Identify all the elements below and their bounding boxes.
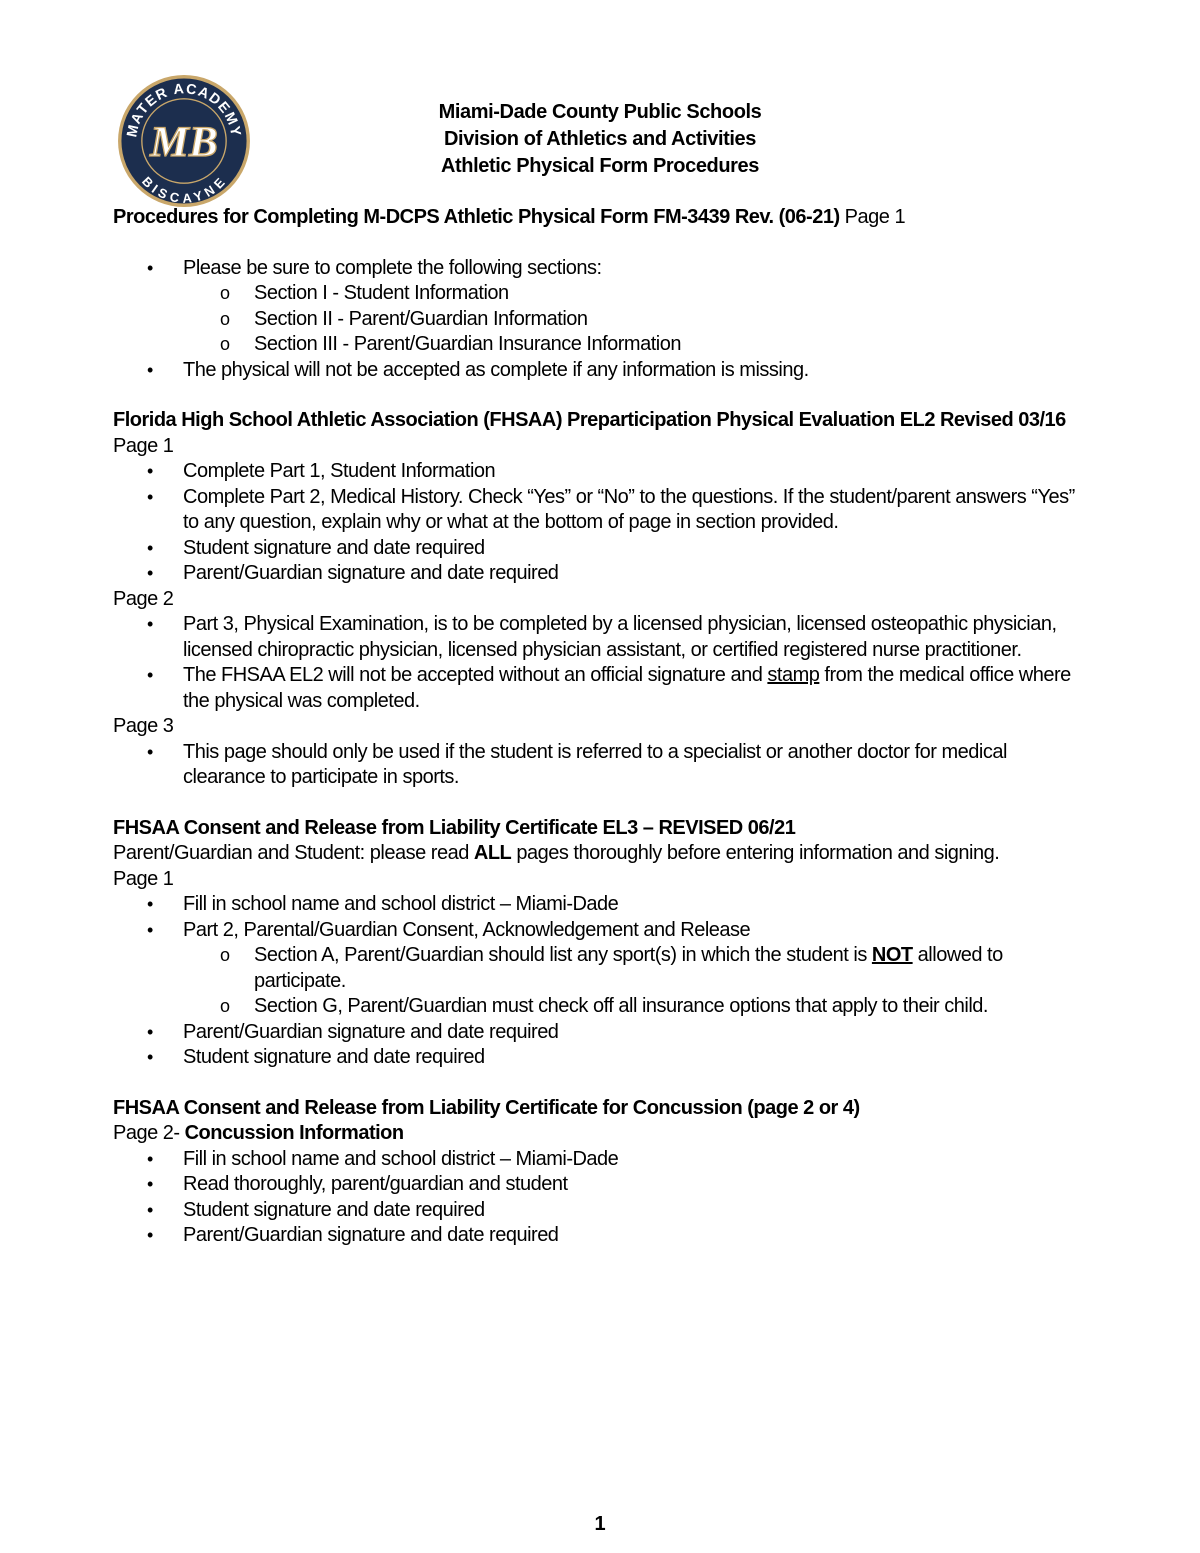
list-item: • The FHSAA EL2 will not be accepted without an official signature and stamp from the medical office where the physical was completed. xyxy=(113,663,1093,714)
concussion-list xyxy=(113,1147,1093,1249)
list-item: • Parent/Guardian signature and date required xyxy=(113,1223,1093,1249)
list-item: • Part 2, Parental/Guardian Consent, Acknowledgement and Release o Section A, Parent/Guardian should list any sport(s) in which the student is NOT allowed to participate. o Section G, Parent/Guardian must check off all insurance options that apply to their child. xyxy=(113,918,1093,1020)
page-label: Page 1 xyxy=(113,434,174,457)
list-item: • Fill in school name and school district – Miami-Dade xyxy=(113,1147,1093,1173)
header-line-procedures: Athletic Physical Form Procedures xyxy=(440,155,760,177)
list-item: • Please be sure to complete the following sections: o Section I - Student Information o Section II - Parent/Guardian Information o Section III - Parent/Guardian Insurance Information xyxy=(113,256,1093,358)
section-concussion-title: FHSAA Consent and Release from Liability Certificate for Concussion (page 2 or 4) xyxy=(113,1096,860,1119)
header-line-district: Miami-Dade County Public Schools xyxy=(438,101,762,123)
header-line-division: Division of Athletics and Activities xyxy=(444,128,756,150)
stamp-underlined: stamp xyxy=(767,664,820,686)
logo-top-text: MATER ACADEMY xyxy=(124,81,244,139)
sections-sublist xyxy=(183,281,1093,358)
list-item: • Student signature and date required xyxy=(113,1045,1093,1071)
list-item: • Student signature and date required xyxy=(113,1198,1093,1224)
section-el2-title: Florida High School Athletic Association (FHSAA) Preparticipation Physical Evaluation EL2 Revised 03/16 xyxy=(113,409,1066,431)
mdcps-form-list xyxy=(113,256,1093,384)
logo-bottom-text: BISCAYNE xyxy=(139,173,229,206)
list-item: • Complete Part 1, Student Information xyxy=(113,459,1093,485)
list-item: • Student signature and date required xyxy=(113,536,1093,562)
list-item: • This page should only be used if the student is referred to a specialist or another doctor for medical clearance to participate in sports. xyxy=(113,740,1093,791)
list-item: o Section A, Parent/Guardian should list any sport(s) in which the student is NOT allowed to participate. xyxy=(113,943,1093,994)
page-number: 1 xyxy=(594,1513,606,1535)
list-item: • The physical will not be accepted as complete if any information is missing. xyxy=(113,358,1093,384)
el2-page3-list xyxy=(113,740,1093,791)
list-item: • Fill in school name and school district – Miami-Dade xyxy=(113,892,1093,918)
page-label: Page 3 xyxy=(113,715,174,737)
document-header xyxy=(330,99,870,180)
logo-monogram: MB xyxy=(150,117,218,166)
list-item: o Section I - Student Information xyxy=(113,281,1093,307)
el2-page2-list xyxy=(113,612,1093,714)
concussion-subtitle: Page 2- Concussion Information xyxy=(113,1122,404,1144)
list-item: • Complete Part 2, Medical History. Check “Yes” or “No” to the questions. If the student/parent answers “Yes” to any question, explain why or what at the bottom of page in section provided. xyxy=(113,485,1093,536)
list-item: o Section III - Parent/Guardian Insurance Information xyxy=(113,332,1093,358)
list-item: • Parent/Guardian signature and date required xyxy=(113,561,1093,587)
el3-sections-sublist xyxy=(183,943,1093,1020)
document-body xyxy=(113,205,1093,1249)
el2-page1-list xyxy=(113,459,1093,587)
list-item: • Read thoroughly, parent/guardian and student xyxy=(113,1172,1093,1198)
page-label: Page 1 xyxy=(113,867,174,890)
list-item: • Parent/Guardian signature and date required xyxy=(113,1020,1093,1046)
el3-intro: Parent/Guardian and Student: please read ALL pages thoroughly before entering information and signing. xyxy=(113,842,1000,864)
section-el3-title: FHSAA Consent and Release from Liability Certificate EL3 – REVISED 06/21 xyxy=(113,816,796,839)
section-mdcps-form-title: Procedures for Completing M-DCPS Athletic Physical Form FM-3439 Rev. (06-21) Page 1 xyxy=(113,206,906,228)
list-item: o Section II - Parent/Guardian Information xyxy=(113,307,1093,333)
list-item: • Part 3, Physical Examination, is to be completed by a licensed physician, licensed osteopathic physician, licensed chiropractic physician, licensed physician assistant, or certified registered nurse practitioner. xyxy=(113,612,1093,663)
el3-page1-list xyxy=(113,892,1093,1071)
list-item: o Section G, Parent/Guardian must check off all insurance options that apply to their child. xyxy=(113,994,1093,1020)
page-label: Page 2 xyxy=(113,587,174,610)
school-logo xyxy=(116,73,252,209)
